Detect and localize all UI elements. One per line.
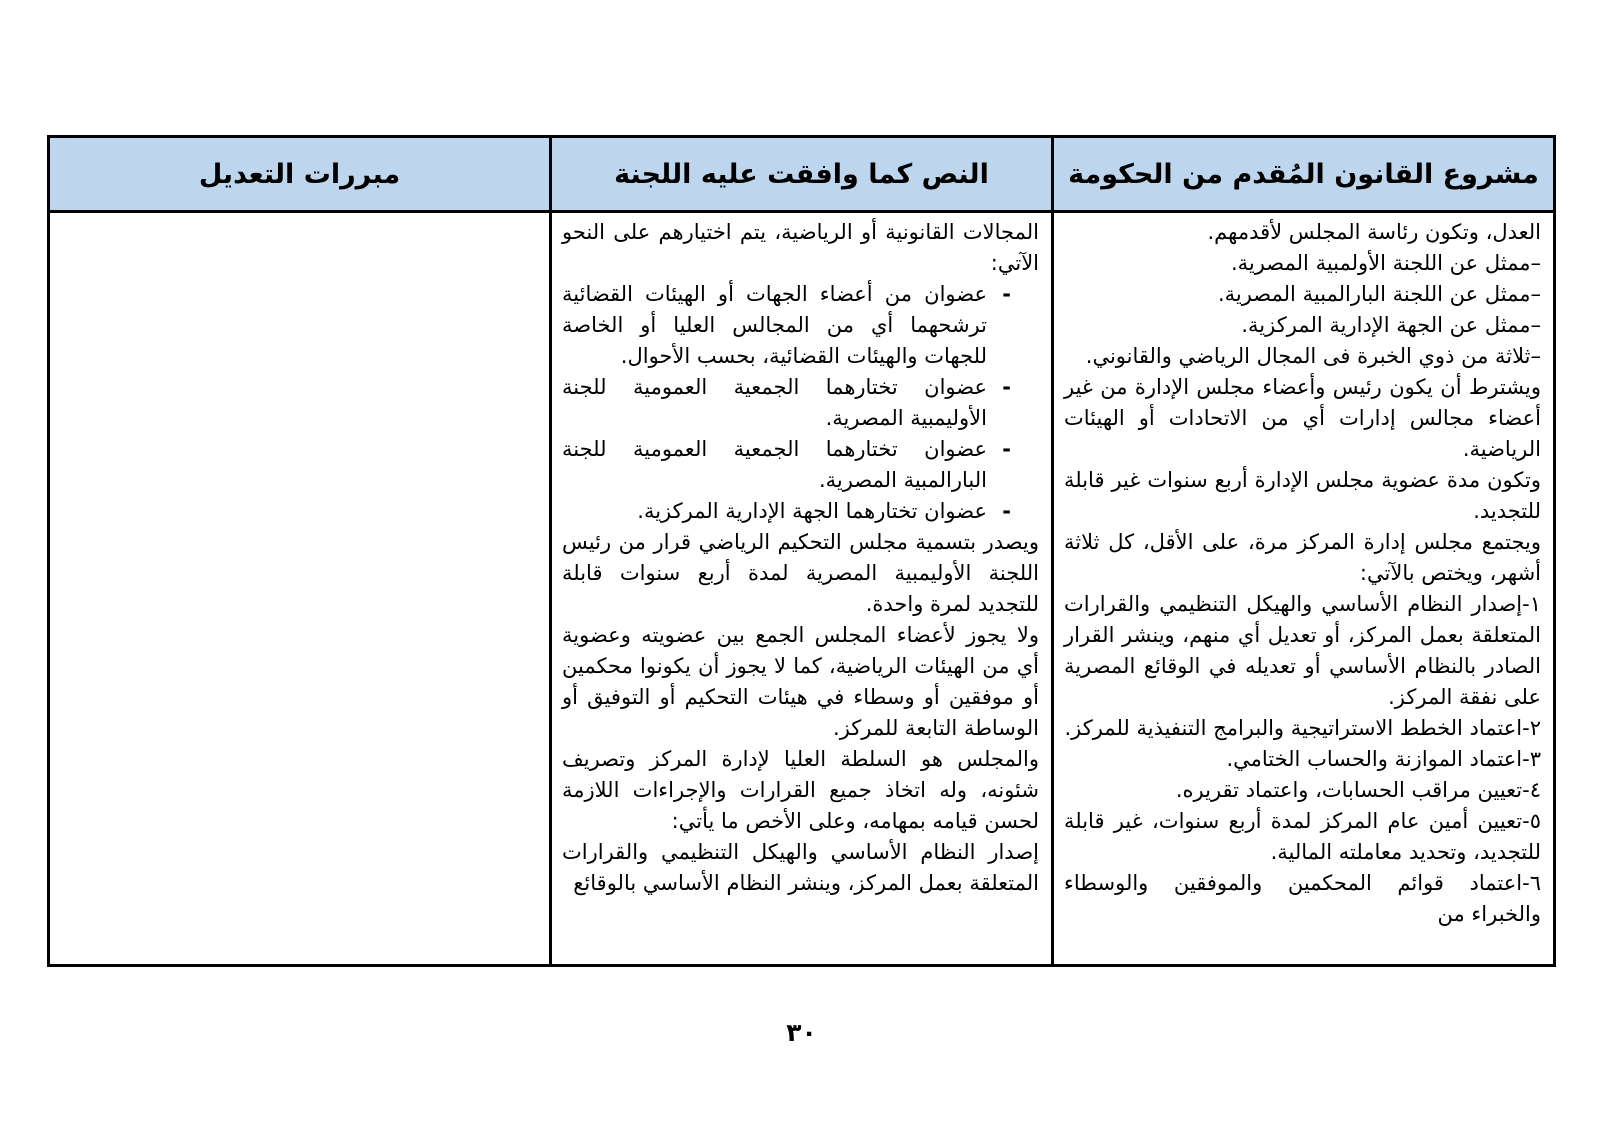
column-header-committee-approved-text: النص كما وافقت عليه اللجنة xyxy=(552,138,1051,213)
paragraph: ويصدر بتسمية مجلس التحكيم الرياضي قرار من رئيس اللجنة الأوليمبية المصرية لمدة أربع سنوات قابلة للتجديد لمرة واحدة. xyxy=(562,530,1039,616)
page-number: ٣٠ xyxy=(786,1018,817,1047)
paragraph: ولا يجوز لأعضاء المجلس الجمع بين عضويته وعضوية أي من الهيئات الرياضية، كما لا يجوز أن يكونوا محكمين أو موفقين أو وسطاء في هيئات التحكيم أو التوفيق أو الوساطة التابعة للمركز. xyxy=(562,623,1039,740)
bullet-paragraph xyxy=(562,496,1039,527)
bullet-text: عضوان من أعضاء الجهات أو الهيئات القضائية ترشحهما أي من المجالس العليا أو الخاصة للجهات والهيئات القضائية، بحسب الأحوال. xyxy=(562,282,987,368)
paragraph: ويشترط أن يكون رئيس وأعضاء مجلس الإدارة من غير أعضاء مجالس إدارات أي من الاتحادات أو الهيئات الرياضية. xyxy=(1064,375,1541,461)
paragraph: ٥-تعيين أمين عام المركز لمدة أربع سنوات، غير قابلة للتجديد، وتحديد معاملته المالية. xyxy=(1064,809,1541,864)
bullet-paragraph xyxy=(562,372,1039,434)
paragraph: –ممثل عن اللجنة الأولمبية المصرية. xyxy=(1230,251,1541,275)
bullet-dash-icon: - xyxy=(1002,375,1011,399)
paragraph: ٦-اعتماد قوائم المحكمين والموفقين والوسطاء والخبراء من xyxy=(1064,871,1541,926)
column-government-draft xyxy=(1051,138,1553,964)
column-header-government-draft: مشروع القانون المُقدم من الحكومة xyxy=(1054,138,1553,213)
column-body-committee-approved-text xyxy=(552,213,1051,964)
paragraph: ١-إصدار النظام الأساسي والهيكل التنظيمي والقرارات المتعلقة بعمل المركز، أو تعديل أي منهم، وينشر القرار الصادر بالنظام الأساسي أو تعديله في الوقائع المصرية على نفقة المركز. xyxy=(1064,592,1541,709)
paragraph: وتكون مدة عضوية مجلس الإدارة أربع سنوات غير قابلة للتجديد. xyxy=(1064,468,1541,523)
paragraph: –ممثل عن الجهة الإدارية المركزية. xyxy=(1241,313,1541,337)
bullet-paragraph xyxy=(562,279,1039,372)
column-header-amendment-justifications: مبررات التعديل xyxy=(50,138,549,213)
paragraph: –ممثل عن اللجنة البارالمبية المصرية. xyxy=(1217,282,1541,306)
bullet-paragraph xyxy=(562,434,1039,496)
paragraph: ويجتمع مجلس إدارة المركز مرة، على الأقل، كل ثلاثة أشهر، ويختص بالآتي: xyxy=(1064,530,1541,585)
column-committee-approved-text xyxy=(549,138,1051,964)
bullet-text: عضوان تختارهما الجمعية العمومية للجنة البارالمبية المصرية. xyxy=(562,437,987,492)
column-body-amendment-justifications xyxy=(50,213,549,964)
bullet-dash-icon: - xyxy=(1002,282,1011,306)
paragraph: ٣-اعتماد الموازنة والحساب الختامي. xyxy=(1226,747,1541,771)
bullet-text: عضوان تختارهما الجهة الإدارية المركزية. xyxy=(637,499,987,523)
comparison-table xyxy=(47,135,1556,967)
paragraph: والمجلس هو السلطة العليا لإدارة المركز وتصريف شئونه، وله اتخاذ جميع القرارات والإجراءات اللازمة لحسن قيامه بمهامه، وعلى الأخص ما يأتي: xyxy=(562,747,1039,833)
paragraph: ٤-تعيين مراقب الحسابات، واعتماد تقريره. xyxy=(1175,778,1541,802)
paragraph: المجالات القانونية أو الرياضية، يتم اختيارهم على النحو الآتي: xyxy=(562,220,1039,275)
paragraph: ٢-اعتماد الخطط الاستراتيجية والبرامج التنفيذية للمركز. xyxy=(1064,716,1541,740)
column-body-government-draft xyxy=(1054,213,1553,964)
paragraph: –ثلاثة من ذوي الخبرة فى المجال الرياضي والقانوني. xyxy=(1085,344,1541,368)
column-amendment-justifications xyxy=(50,138,549,964)
bullet-dash-icon: - xyxy=(1002,499,1011,523)
paragraph: إصدار النظام الأساسي والهيكل التنظيمي والقرارات المتعلقة بعمل المركز، وينشر النظام الأساسي بالوقائع xyxy=(562,840,1039,895)
paragraph: العدل، وتكون رئاسة المجلس لأقدمهم. xyxy=(1207,220,1541,244)
bullet-dash-icon: - xyxy=(1002,437,1011,461)
bullet-text: عضوان تختارهما الجمعية العمومية للجنة الأوليمبية المصرية. xyxy=(562,375,987,430)
